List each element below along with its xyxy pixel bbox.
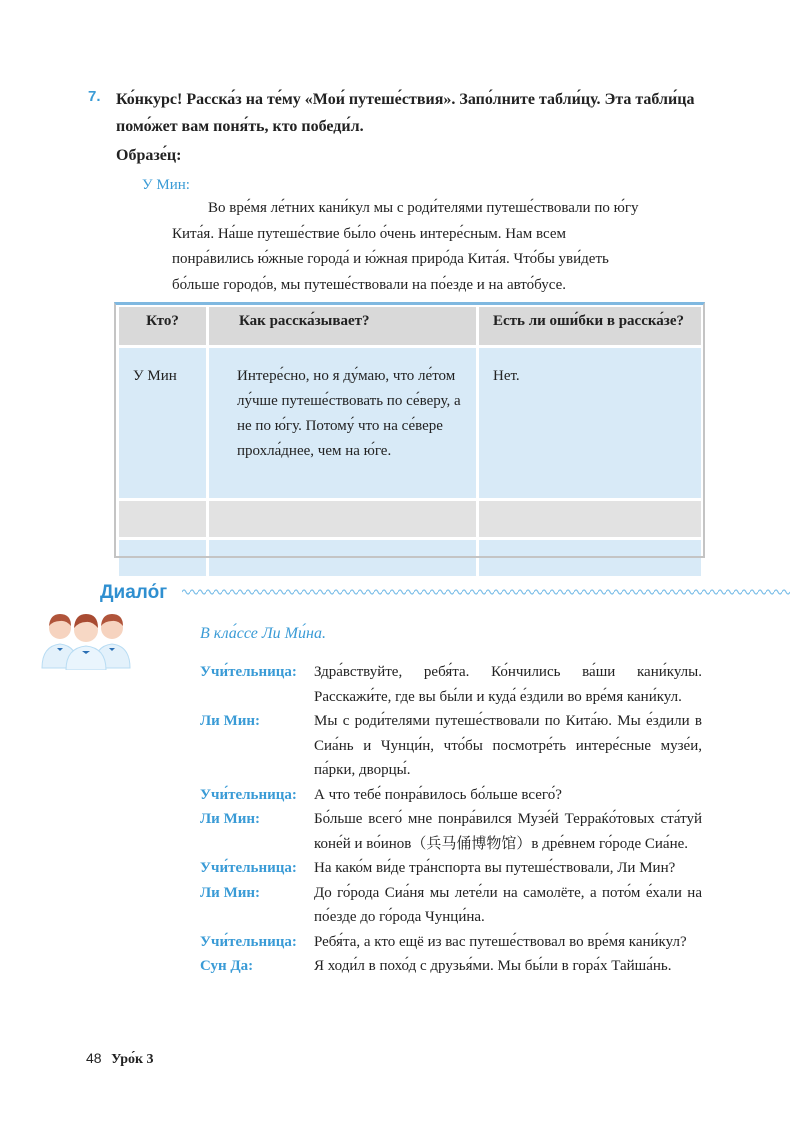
header-how: Как расска́зывает?: [208, 306, 478, 347]
dialog-title: Диало́г: [100, 582, 168, 603]
empty-cell[interactable]: [118, 539, 208, 578]
utterance: Здра́вствуйте, ребя́та. Ко́нчились ва́ши кани́кулы. Расскажи́те, где вы бы́ли и куда́ е́здили во вре́мя кани́кул.: [314, 664, 702, 705]
speaker: Учи́тельница:: [200, 933, 297, 950]
sample-paragraph: Во вре́мя ле́тних кани́кул мы с роди́телями путеше́ствовали по ю́гу Кита́я. На́ше путеше́ствие бы́ло о́чень интере́сным. Нам всем понра́вились ю́жные города́ и ю́жная приро́да Кита́я. Что́бы уви́деть бо́льше городо́в, мы путеше́ствовали на по́езде и на авто́бусе.: [172, 200, 639, 293]
dialog-scene: В кла́ссе Ли Ми́на.: [200, 625, 326, 642]
speaker: Ли Мин:: [200, 884, 261, 901]
utterance: На како́м ви́де тра́нспорта вы путеше́ствовали, Ли Мин?: [314, 860, 676, 876]
dialog-line: [200, 954, 702, 979]
exercise-number: 7.: [88, 88, 101, 105]
speaker: Учи́тельница:: [200, 786, 297, 803]
speaker: Сун Да:: [200, 958, 254, 974]
dialog-line: [200, 856, 702, 881]
utterance: А что тебе́ понра́вилось бо́льше всего́?: [314, 786, 562, 803]
speaker: Ли Мин:: [200, 811, 261, 827]
lesson-label: Уро́к 3: [111, 1052, 154, 1067]
empty-cell[interactable]: [478, 539, 703, 578]
header-errors: Есть ли оши́бки в расска́зе?: [478, 306, 703, 347]
dialog-lines: [200, 660, 702, 979]
utterance: Ребя́та, а кто ещё из вас путеше́ствовал во вре́мя кани́кул?: [314, 933, 687, 950]
story-table: [116, 304, 704, 579]
dialog-line: [200, 930, 702, 955]
page-footer: [86, 1050, 154, 1068]
utterance: До го́рода Сиа́ня мы лете́ли на самолёте, а пото́м е́хали на по́езде до го́рода Чунци́на.: [314, 884, 702, 925]
cell-who: У Мин: [118, 347, 208, 500]
sample-label: Образе́ц:: [116, 147, 182, 164]
table-row-empty: [118, 500, 703, 539]
utterance: Бо́льше всего́ мне понра́вился Музе́й Терраќо́товых ста́туй коне́й и во́инов（兵马俑博物馆）в дре́внем го́роде Сиа́не.: [314, 811, 702, 852]
dialog-line: [200, 783, 702, 808]
exercise-instruction: Ко́нкурс! Расска́з на те́му «Мои́ путеше́ствия». Запо́лните табли́цу. Эта табли́ца помо́жет вам поня́ть, кто победи́л.: [116, 91, 695, 135]
sample-speaker: У Мин:: [142, 177, 190, 193]
wave-divider-icon: [182, 586, 790, 598]
speaker: Учи́тельница:: [200, 860, 297, 876]
speaker: Ли Мин:: [200, 713, 261, 729]
empty-cell[interactable]: [208, 500, 478, 539]
cell-errors: Нет.: [478, 347, 703, 500]
empty-cell[interactable]: [118, 500, 208, 539]
table-row: [118, 347, 703, 500]
table-row-empty: [118, 539, 703, 578]
empty-cell[interactable]: [478, 500, 703, 539]
utterance: Мы с роди́телями путеше́ствовали по Кита́ю. Мы е́здили в Сиа́нь и Чунци́н, что́бы посмотре́ть интере́сные музе́и, па́рки, дворцы́.: [314, 713, 702, 778]
dialog-line: [200, 881, 702, 930]
utterance: Я ходи́л в похо́д с друзья́ми. Мы бы́ли в гора́х Тайша́нь.: [314, 958, 672, 974]
table-header-row: [118, 306, 703, 347]
header-who: Кто?: [118, 306, 208, 347]
dialog-line: [200, 807, 702, 856]
dialog-line: [200, 709, 702, 783]
students-icon: [36, 606, 136, 670]
empty-cell[interactable]: [208, 539, 478, 578]
speaker: Учи́тельница:: [200, 664, 297, 680]
sample-text: [172, 196, 642, 298]
cell-how: Интере́сно, но я ду́маю, что ле́том лу́чше путеше́ствовать по се́веру, а не по ю́гу. Потому́ что на се́вере прохла́днее, чем на ю́ге.: [208, 347, 478, 500]
page-number: 48: [86, 1050, 102, 1066]
dialog-line: [200, 660, 702, 709]
